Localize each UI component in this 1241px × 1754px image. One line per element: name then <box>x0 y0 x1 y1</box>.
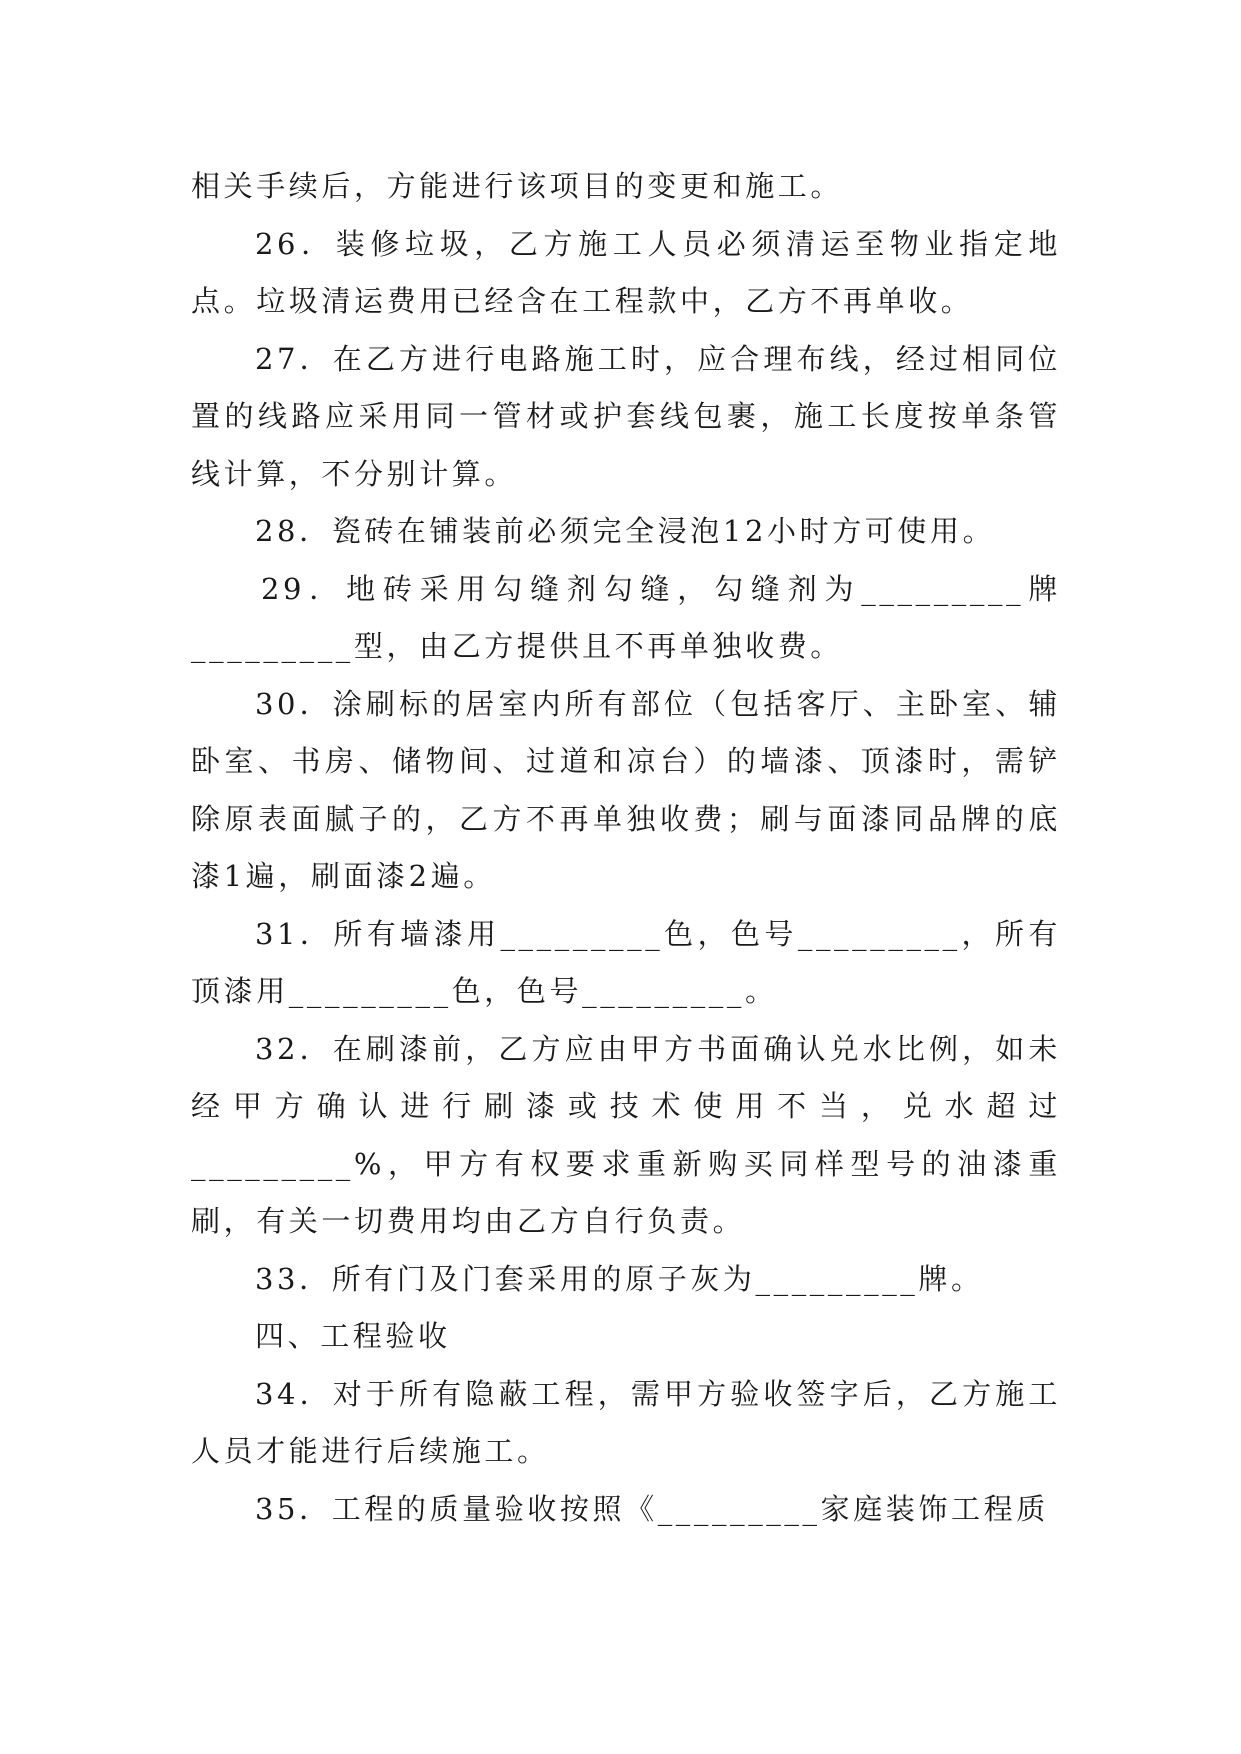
paragraph-25-continued: 相关手续后，方能进行该项目的变更和施工。 <box>191 169 844 203</box>
paragraph-26: 26．装修垃圾，乙方施工人员必须清运至物业指定地点。垃圾清运费用已经含在工程款中，乙方不再单收。 <box>191 226 1061 318</box>
paragraph-31: 31．所有墙漆用_________色，色号_________，所有顶漆用_________色，色号_________。 <box>191 916 1061 1008</box>
paragraph-32: 32．在刷漆前，乙方应由甲方书面确认兑水比例，如未经甲方确认进行刷漆或技术使用不当，兑水超过_________%，甲方有权要求重新购买同样型号的油漆重刷，有关一切费用均由乙方自行负责。 <box>191 1031 1061 1238</box>
paragraph-35: 35．工程的质量验收按照《_________家庭装饰工程质 <box>255 1491 1049 1526</box>
paragraph-27: 27．在乙方进行电路施工时，应合理布线，经过相同位置的线路应采用同一管材或护套线包裹，施工长度按单条管线计算，不分别计算。 <box>191 341 1061 491</box>
paragraph-34: 34．对于所有隐蔽工程，需甲方验收签字后，乙方施工人员才能进行后续施工。 <box>191 1376 1061 1468</box>
section-heading-4: 四、工程验收 <box>255 1319 451 1353</box>
paragraph-28: 28．瓷砖在铺装前必须完全浸泡12小时方可使用。 <box>255 514 996 548</box>
paragraph-29: 29．地砖采用勾缝剂勾缝，勾缝剂为_________牌_________型，由乙方提供且不再单独收费。 <box>191 571 1061 663</box>
paragraph-30: 30．涂刷标的居室内所有部位（包括客厅、主卧室、辅卧室、书房、储物间、过道和凉台）的墙漆、顶漆时，需铲除原表面腻子的，乙方不再单独收费；刷与面漆同品牌的底漆1遍，刷面漆2遍。 <box>191 686 1061 893</box>
paragraph-33: 33．所有门及门套采用的原子灰为_________牌。 <box>255 1261 984 1296</box>
document-body <box>191 158 1061 1538</box>
